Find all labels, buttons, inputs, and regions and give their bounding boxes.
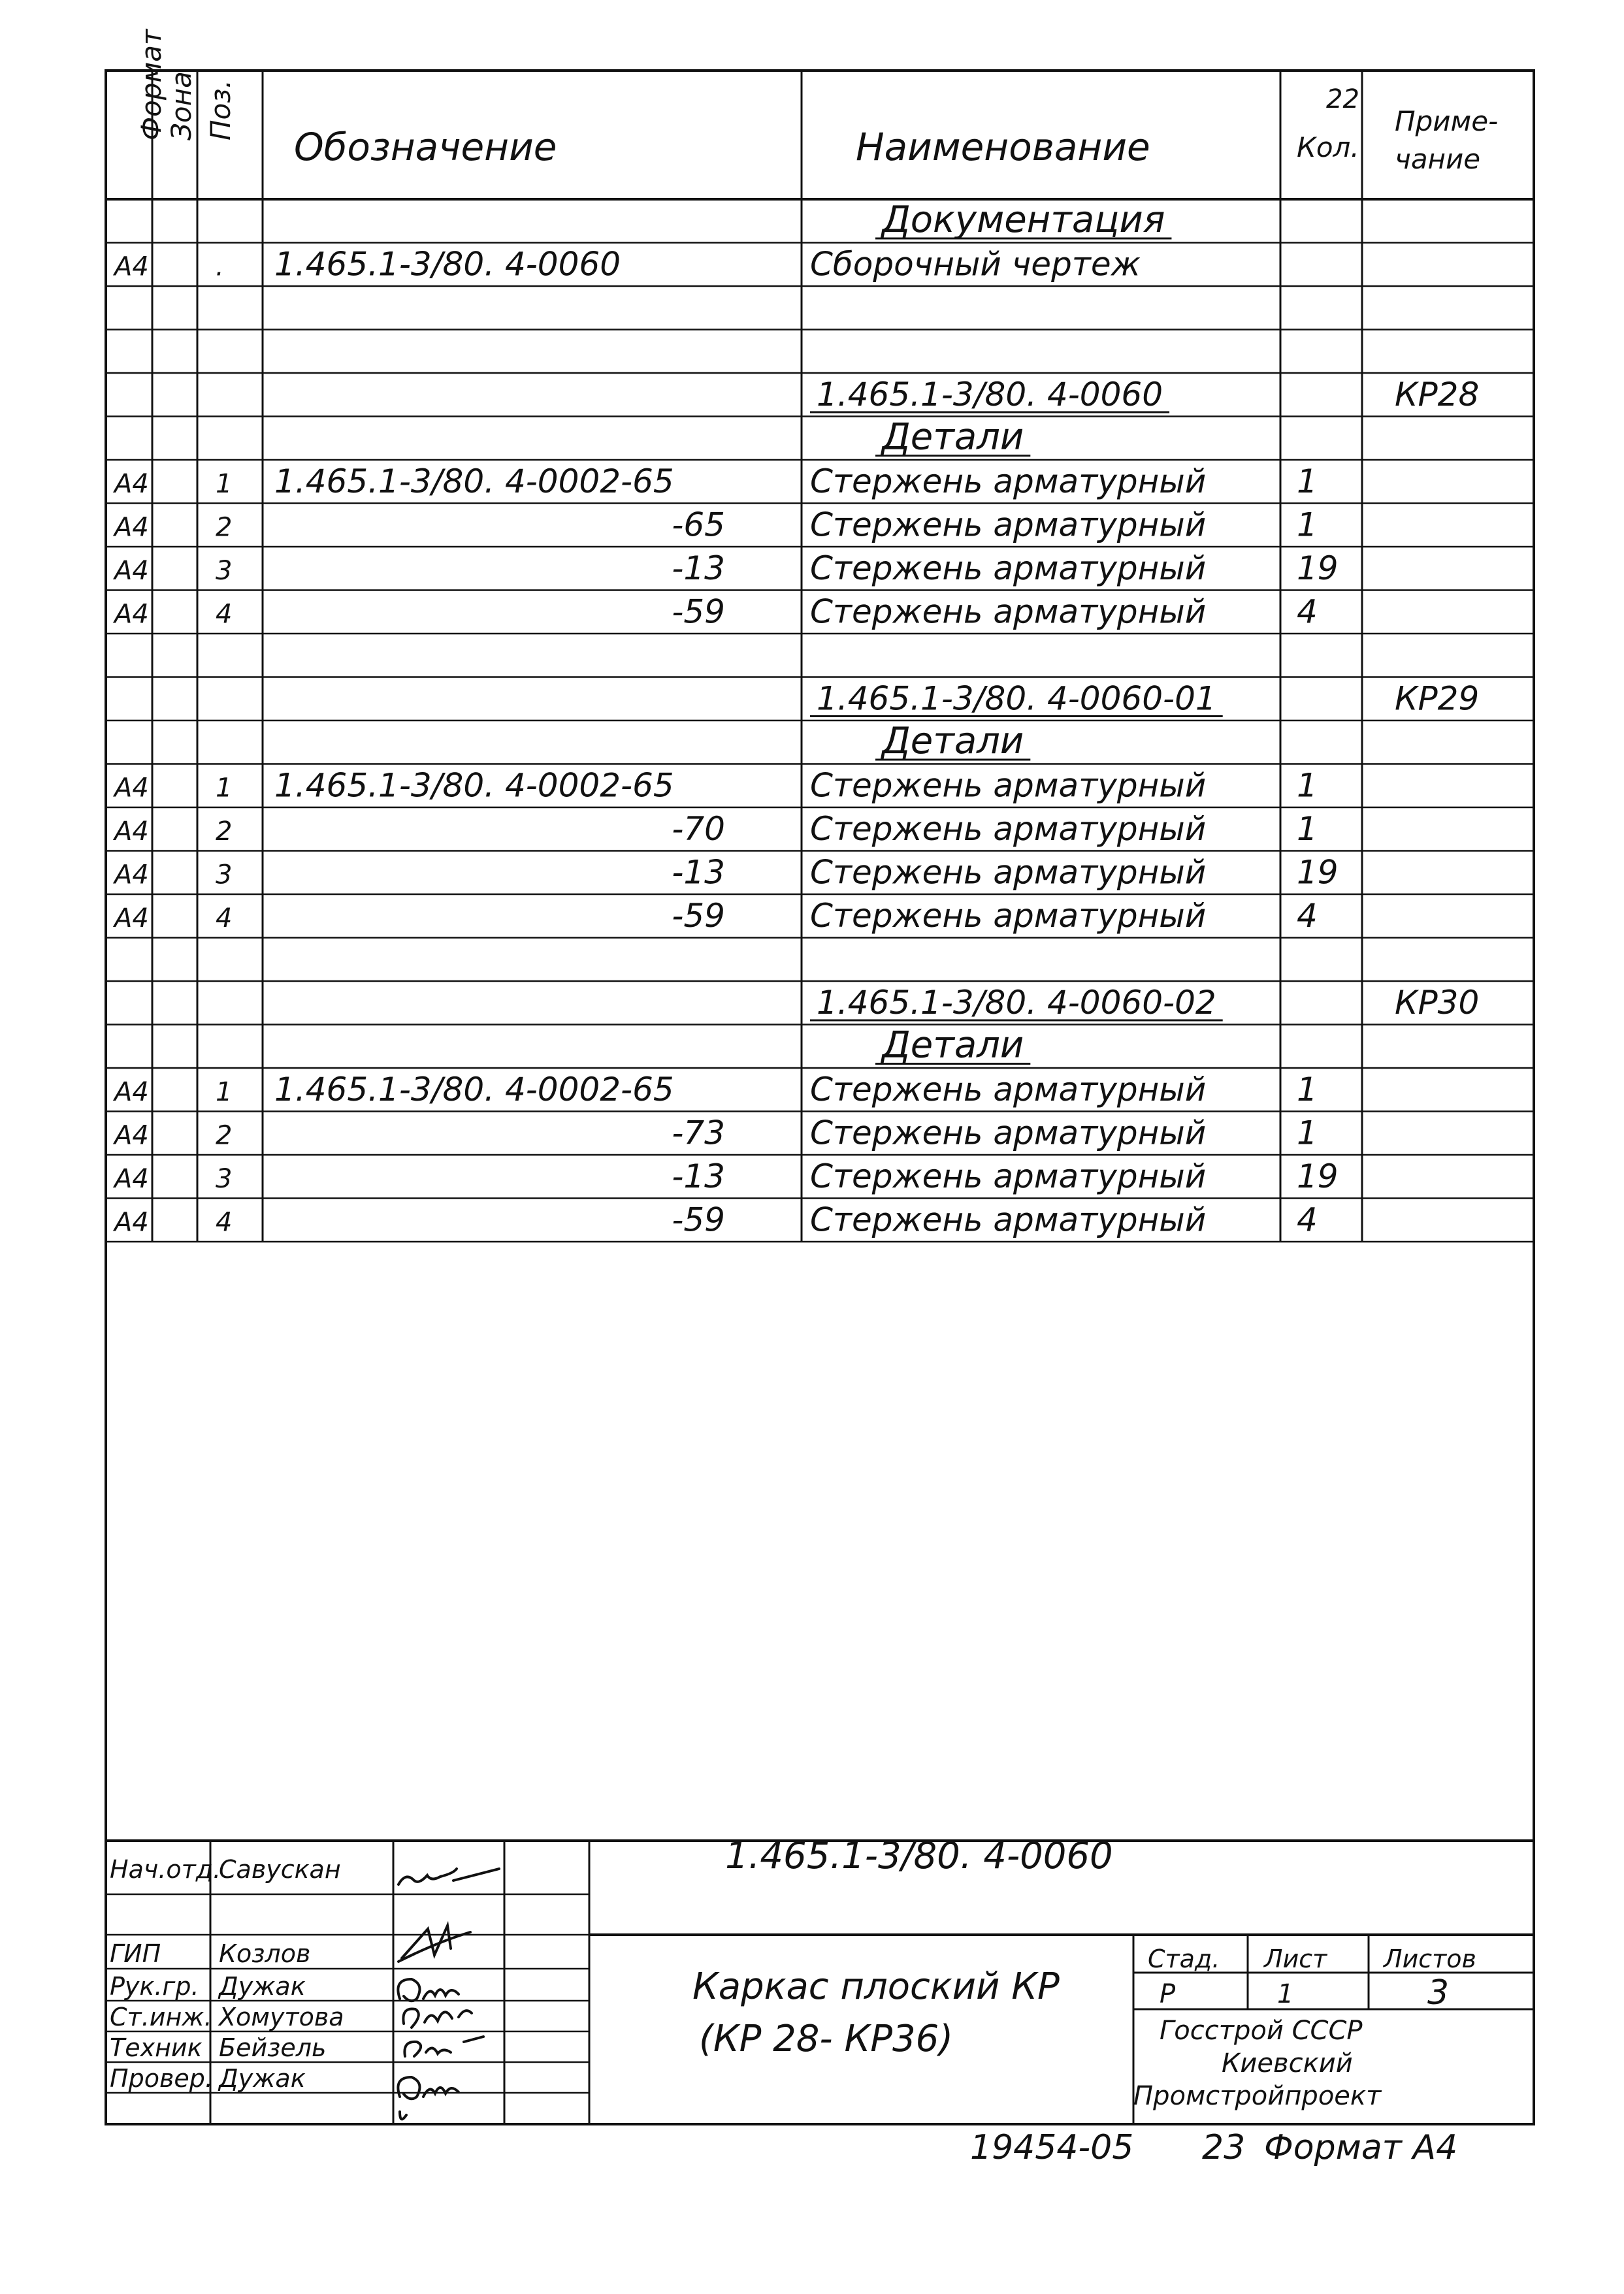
title-line-1: Каркас плоский КР <box>692 1965 1060 2008</box>
cell-name: 1.465.1-3/80. 4-0060 <box>817 376 1163 413</box>
table-row <box>112 462 1318 500</box>
cell-name: Стержень арматурный <box>810 766 1207 805</box>
org-line-1: Госстрой СССР <box>1160 2016 1363 2046</box>
section-heading: Документация <box>882 199 1165 241</box>
cell-designation: 1.465.1-3/80. 4-0002-65 <box>274 1071 674 1108</box>
cell-name: Стержень арматурный <box>810 592 1207 631</box>
cell-name: Стержень арматурный <box>810 1157 1207 1195</box>
table-row <box>875 416 1030 459</box>
cell-designation: -59 <box>672 592 725 631</box>
role-name: Хомутова <box>219 2003 344 2031</box>
cell-format: А4 <box>114 816 149 847</box>
table-row <box>112 593 1318 631</box>
cell-qty: 4 <box>1297 897 1318 935</box>
table-row <box>875 199 1171 241</box>
cell-name: Стержень арматурный <box>810 897 1207 935</box>
cell-format: А4 <box>114 903 149 933</box>
role-label: Техник <box>110 2033 203 2062</box>
title-line-2: (КР 28- КР36) <box>699 2018 954 2060</box>
cell-qty: 1 <box>1297 1071 1318 1108</box>
cell-format: А4 <box>114 1207 149 1238</box>
cell-qty: 1 <box>1297 506 1318 544</box>
title-doc-code: 1.465.1-3/80. 4-0060 <box>725 1835 1113 1877</box>
role-label: Нач.отд. <box>110 1855 221 1884</box>
header-designation: Обозначение <box>294 125 557 169</box>
cell-designation: 1.465.1-3/80. 4-0002-65 <box>274 462 674 500</box>
cell-name: 1.465.1-3/80. 4-0060-02 <box>817 984 1216 1022</box>
sheets-label: Листов <box>1384 1945 1476 1973</box>
cell-format: А4 <box>114 512 149 543</box>
org-line-2: Киевский <box>1222 2048 1353 2078</box>
footer-page: 23 <box>1202 2128 1246 2167</box>
cell-designation: -73 <box>672 1114 725 1152</box>
header-qty: Кол. <box>1297 131 1359 163</box>
cell-name: Стержень арматурный <box>810 1071 1207 1108</box>
header-name: Наименование <box>856 125 1150 169</box>
sheet-label: Лист <box>1264 1945 1327 1973</box>
sheet-value: 1 <box>1277 1979 1294 2009</box>
cell-name: Стержень арматурный <box>810 1114 1207 1152</box>
table-row <box>112 1201 1318 1239</box>
cell-name: Стержень арматурный <box>810 1201 1207 1239</box>
section-heading: Детали <box>882 415 1024 459</box>
table-row <box>112 549 1339 587</box>
cell-pos: 2 <box>216 1120 233 1151</box>
cell-name: Стержень арматурный <box>810 853 1207 892</box>
header-zone: Зона <box>165 71 197 140</box>
table-row <box>112 1157 1339 1195</box>
cell-qty: 4 <box>1297 1201 1318 1239</box>
header-format: Формат <box>135 29 167 140</box>
cell-qty: 19 <box>1297 549 1339 587</box>
table-row <box>875 720 1030 762</box>
sheets-value: 3 <box>1427 1973 1450 2012</box>
role-label: Ст.инж. <box>110 2003 212 2031</box>
role-name: Козлов <box>219 1939 311 1968</box>
cell-qty: 1 <box>1297 810 1318 848</box>
sheet-mark: 22 <box>1326 84 1359 114</box>
table-row <box>112 1071 1318 1108</box>
table-row <box>112 246 1141 283</box>
cell-qty: 4 <box>1297 592 1318 631</box>
table-row <box>112 897 1318 935</box>
cell-pos: 3 <box>216 860 233 890</box>
table-row <box>112 506 1318 544</box>
table-row <box>112 1114 1318 1152</box>
cell-qty: 19 <box>1297 1157 1339 1195</box>
cell-designation: -65 <box>672 506 725 544</box>
cell-pos: 4 <box>216 599 233 630</box>
table-row <box>112 854 1339 892</box>
cell-designation: -13 <box>672 1157 725 1195</box>
role-name: Савускан <box>219 1855 341 1884</box>
role-label: Провер. <box>110 2064 213 2093</box>
cell-format: А4 <box>114 1164 149 1194</box>
table-row <box>810 984 1479 1022</box>
cell-qty: 1 <box>1297 462 1318 500</box>
cell-designation: -59 <box>672 897 725 935</box>
cell-pos: 1 <box>216 773 233 803</box>
spec-rows <box>112 199 1479 1239</box>
cell-format: А4 <box>114 1077 149 1107</box>
cell-qty: 1 <box>1297 766 1318 805</box>
cell-pos: 1 <box>216 469 233 499</box>
cell-name: 1.465.1-3/80. 4-0060-01 <box>817 679 1216 718</box>
cell-format: А4 <box>114 1120 149 1151</box>
cell-name: Стержень арматурный <box>810 549 1207 587</box>
org-line-3: Промстройпроект <box>1133 2081 1382 2111</box>
cell-designation: 1.465.1-3/80. 4-0060 <box>274 245 621 283</box>
table-row <box>112 810 1318 848</box>
table-row <box>112 767 1318 805</box>
cell-pos: 3 <box>216 556 233 586</box>
cell-designation: -70 <box>672 810 725 848</box>
footer-format: Формат А4 <box>1264 2128 1458 2167</box>
section-heading: Детали <box>882 720 1024 762</box>
cell-qty: 19 <box>1297 853 1339 892</box>
cell-name: Стержень арматурный <box>810 462 1207 500</box>
cell-designation: -13 <box>672 853 725 892</box>
title-block-roles <box>110 1855 344 2093</box>
cell-designation: -13 <box>672 549 725 587</box>
footer-inventory: 19454-05 <box>970 2128 1134 2167</box>
cell-pos: 4 <box>216 1207 233 1238</box>
cell-format: А4 <box>114 773 149 803</box>
header-note-1: Приме- <box>1395 105 1499 137</box>
cell-name: Стержень арматурный <box>810 506 1207 544</box>
section-heading: Детали <box>882 1024 1024 1067</box>
cell-pos: 3 <box>216 1164 233 1194</box>
role-name: Бейзель <box>219 2033 327 2062</box>
cell-format: А4 <box>114 860 149 890</box>
cell-note: КР29 <box>1395 679 1480 718</box>
role-name: Дужак <box>219 1972 306 2001</box>
cell-name: Стержень арматурный <box>810 810 1207 848</box>
table-row <box>810 376 1479 413</box>
header-pos: Поз. <box>204 80 236 140</box>
cell-format: А4 <box>114 469 149 499</box>
cell-note: КР30 <box>1395 984 1480 1022</box>
cell-designation: 1.465.1-3/80. 4-0002-65 <box>274 766 674 805</box>
cell-format: А4 <box>114 251 149 282</box>
cell-designation: -59 <box>672 1201 725 1239</box>
cell-pos: . <box>216 251 224 282</box>
cell-pos: 4 <box>216 903 233 933</box>
cell-note: КР28 <box>1395 376 1480 413</box>
signatures <box>398 1869 499 2119</box>
cell-format: А4 <box>114 556 149 586</box>
table-row <box>875 1024 1030 1067</box>
cell-format: А4 <box>114 599 149 630</box>
stage-label: Стад. <box>1148 1945 1220 1973</box>
role-label: ГИП <box>110 1939 161 1968</box>
cell-name: Сборочный чертеж <box>810 245 1141 283</box>
cell-pos: 2 <box>216 816 233 847</box>
header-note-2: чание <box>1395 143 1481 175</box>
cell-qty: 1 <box>1297 1114 1318 1152</box>
role-label: Рук.гр. <box>110 1972 199 2001</box>
cell-pos: 1 <box>216 1077 233 1107</box>
stage-value: Р <box>1160 1979 1176 2009</box>
table-row <box>810 680 1479 718</box>
cell-pos: 2 <box>216 512 233 543</box>
role-name: Дужак <box>219 2064 306 2093</box>
